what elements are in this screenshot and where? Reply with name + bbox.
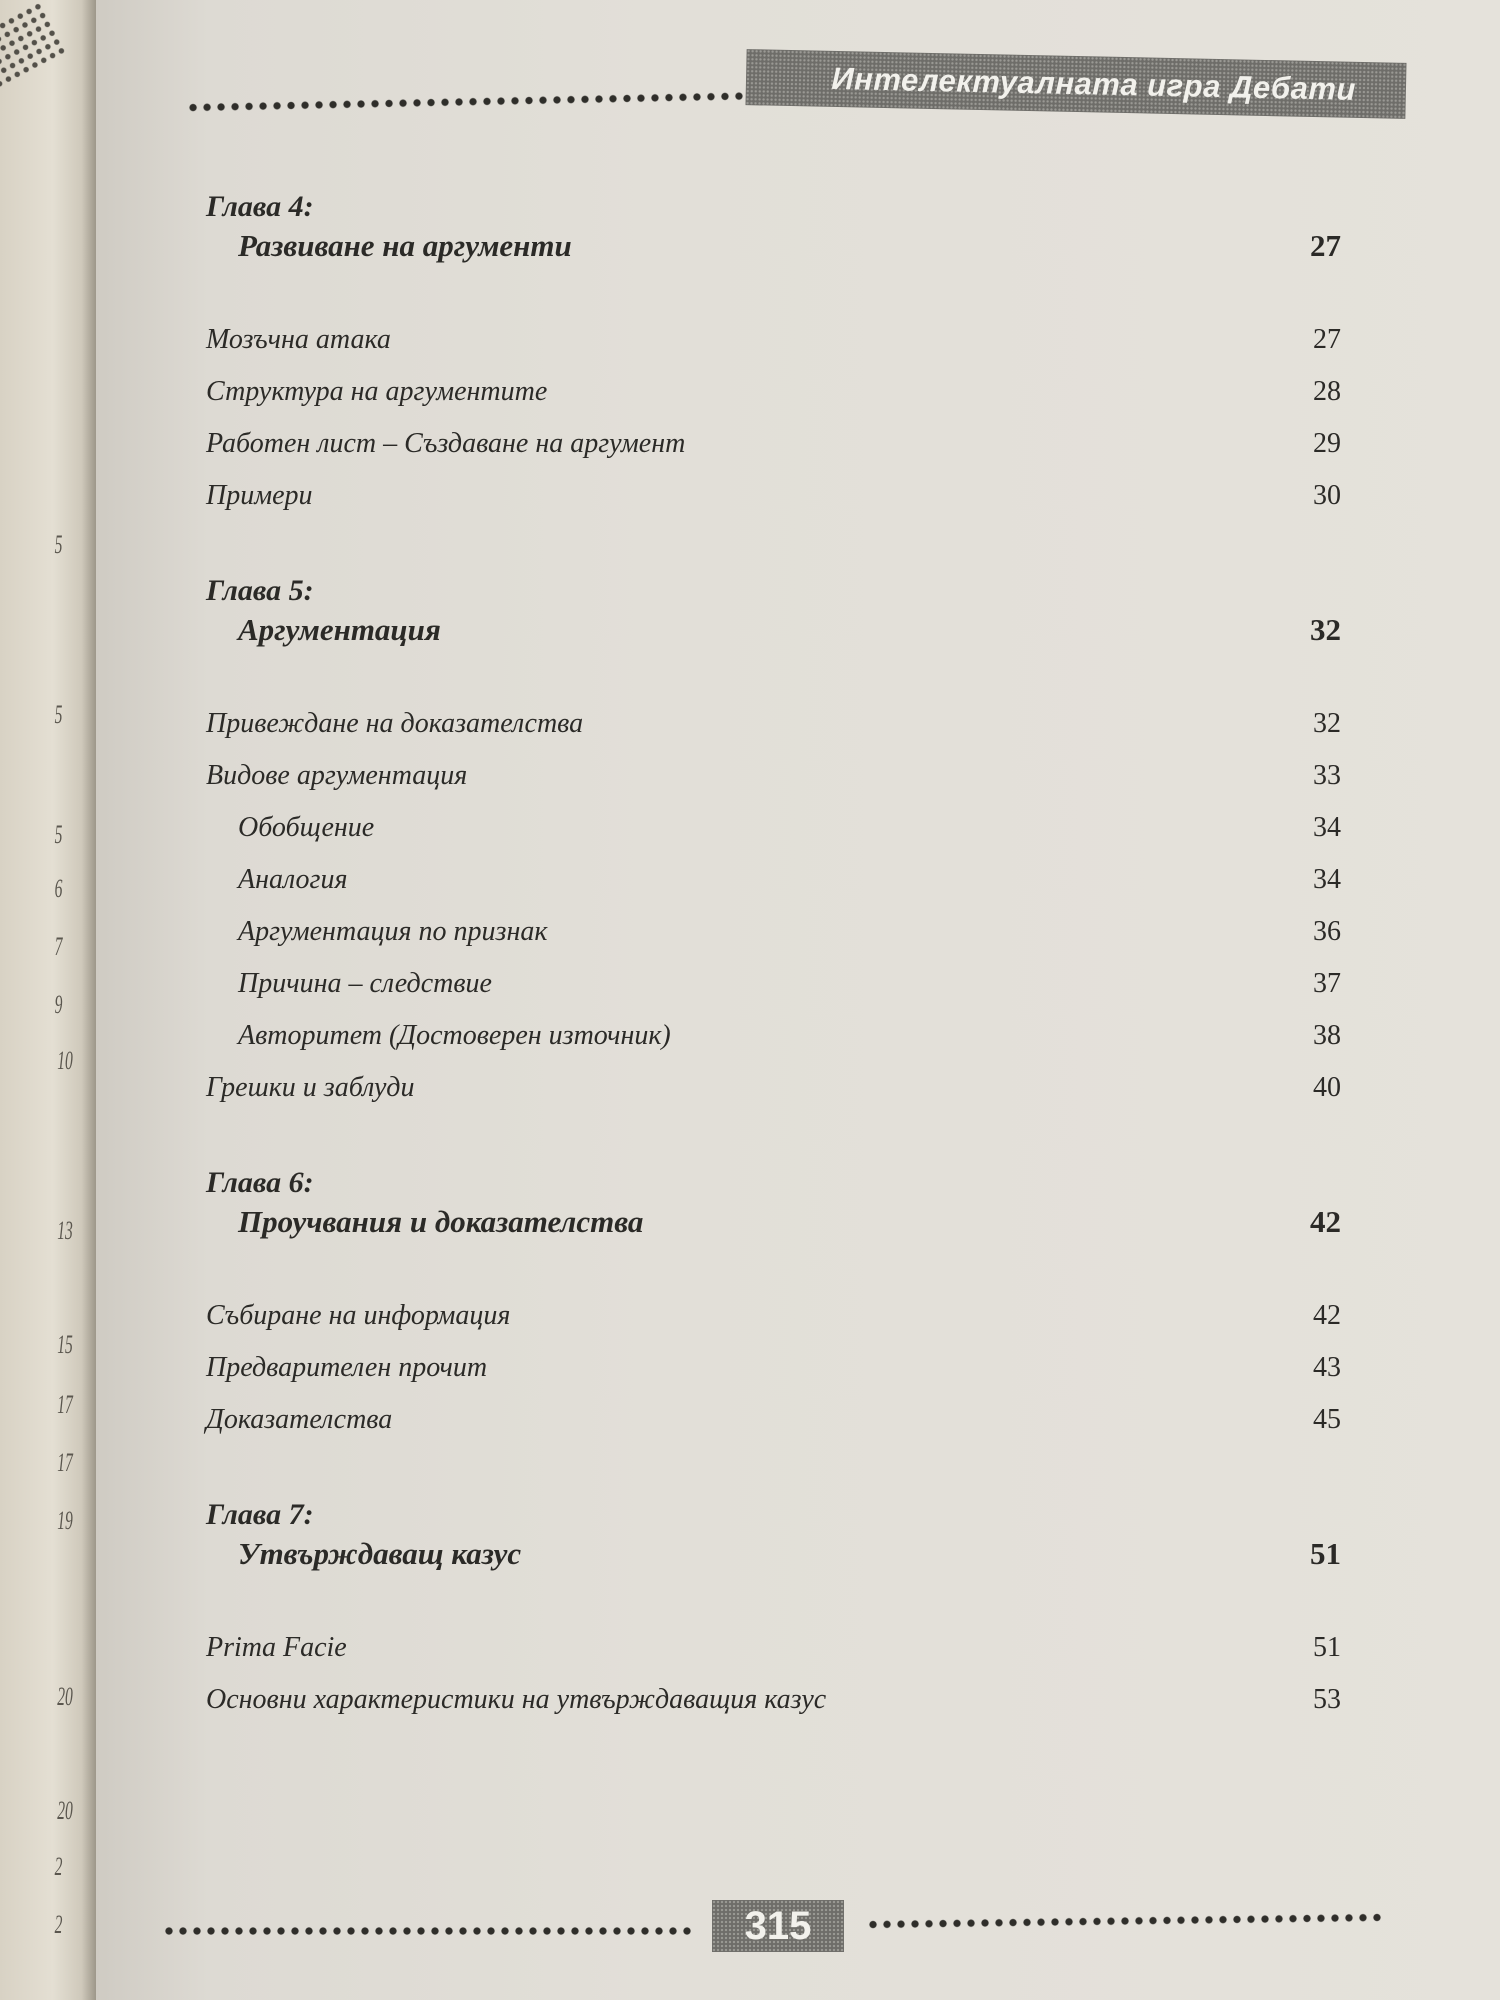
left-page-dots <box>0 0 68 109</box>
toc-entry <box>206 418 1341 470</box>
chapter-page-number: 32 <box>1310 612 1341 647</box>
toc-entry <box>206 1062 1341 1114</box>
header-banner <box>745 49 1406 119</box>
chapter-title-row <box>206 1204 1341 1240</box>
chapter-label: Глава 4: <box>206 190 314 223</box>
toc-entry <box>206 470 1341 522</box>
toc-entry-page: 51 <box>1313 1632 1341 1663</box>
footer-dotted-line-right <box>866 1910 1386 1931</box>
left-page-edge <box>0 0 96 2000</box>
toc-entry-page: 36 <box>1313 916 1341 947</box>
toc-subentry <box>206 854 1341 906</box>
chapter-page-number: 51 <box>1310 1536 1341 1571</box>
chapter-title: Утвърждаващ казус <box>238 1536 522 1571</box>
toc-entry-label: Обобщение <box>238 812 375 843</box>
left-margin-number: 5 <box>54 820 63 849</box>
toc-subentry <box>206 1010 1341 1062</box>
chapter-page-number: 42 <box>1310 1204 1341 1239</box>
toc-entry-label: Събиране на информация <box>206 1300 511 1331</box>
toc-entry-label: Видове аргументация <box>206 760 468 791</box>
chapter-page-number: 27 <box>1310 228 1341 263</box>
page-number: 315 <box>744 1903 812 1948</box>
toc-entry-label: Доказателства <box>206 1404 393 1435</box>
toc-entry-label: Аргументация по признак <box>238 916 548 947</box>
chapter-label: Глава 5: <box>206 574 314 607</box>
toc-entry-label: Структура на аргументите <box>206 376 548 407</box>
table-of-contents <box>206 190 1341 1778</box>
toc-entry <box>206 314 1341 366</box>
toc-entry-label: Основни характеристики на утвърждаващия казус <box>206 1684 827 1715</box>
toc-subentry <box>206 906 1341 958</box>
chapter-title: Аргументация <box>238 612 441 647</box>
chapter-5 <box>206 574 1341 1114</box>
toc-entry <box>206 1622 1341 1674</box>
toc-entry-label: Авторитет (Достоверен източник) <box>238 1020 671 1051</box>
toc-entry-page: 32 <box>1313 708 1341 739</box>
left-margin-number: 19 <box>57 1506 73 1535</box>
toc-entry-page: 53 <box>1313 1684 1341 1715</box>
toc-entry-page: 34 <box>1313 812 1341 843</box>
toc-entry-label: Аналогия <box>238 864 348 895</box>
toc-entry-page: 42 <box>1313 1300 1341 1331</box>
left-margin-number: 20 <box>57 1682 73 1711</box>
toc-entry-label: Примери <box>206 480 313 511</box>
footer-dotted-line-left <box>162 1924 694 1938</box>
book-page <box>96 0 1500 2000</box>
toc-subentry <box>206 802 1341 854</box>
left-margin-number: 17 <box>57 1390 73 1419</box>
toc-entry-page: 45 <box>1313 1404 1341 1435</box>
toc-entry-page: 34 <box>1313 864 1341 895</box>
chapter-title-row <box>206 1536 1341 1572</box>
left-margin-number: 5 <box>54 530 63 559</box>
toc-entry-page: 30 <box>1313 480 1341 511</box>
chapter-label: Глава 7: <box>206 1498 314 1531</box>
toc-entry <box>206 750 1341 802</box>
chapter-6 <box>206 1166 1341 1446</box>
book-title: Интелектуалната игра Дебати <box>831 60 1357 107</box>
left-margin-number: 20 <box>57 1796 73 1825</box>
chapter-title: Проучвания и доказателства <box>238 1204 644 1239</box>
chapter-title-row <box>206 228 1341 264</box>
toc-subentry <box>206 958 1341 1010</box>
toc-entry-page: 40 <box>1313 1072 1341 1103</box>
left-margin-number: 6 <box>54 874 63 903</box>
chapter-title: Развиване на аргументи <box>238 228 572 263</box>
toc-entry-page: 38 <box>1313 1020 1341 1051</box>
header-dotted-line <box>186 87 826 114</box>
left-margin-number: 17 <box>57 1448 73 1477</box>
toc-entry <box>206 1342 1341 1394</box>
toc-entry <box>206 366 1341 418</box>
left-margin-number: 2 <box>54 1852 63 1881</box>
toc-entry-label: Грешки и заблуди <box>206 1072 415 1103</box>
left-margin-number: 10 <box>57 1046 73 1075</box>
left-margin-number: 15 <box>57 1330 73 1359</box>
chapter-label: Глава 6: <box>206 1166 314 1199</box>
toc-entry-label: Prima Facie <box>206 1632 347 1663</box>
toc-entry <box>206 698 1341 750</box>
toc-entry-label: Мозъчна атака <box>206 324 391 355</box>
toc-entry-page: 43 <box>1313 1352 1341 1383</box>
toc-entry-label: Причина – следствие <box>238 968 492 999</box>
toc-entry-page: 27 <box>1313 324 1341 355</box>
left-margin-number: 13 <box>57 1216 73 1245</box>
toc-entry-page: 33 <box>1313 760 1341 791</box>
toc-entry-page: 29 <box>1313 428 1341 459</box>
toc-entry <box>206 1674 1341 1726</box>
left-margin-number: 2 <box>54 1910 63 1939</box>
page-number-badge <box>712 1900 844 1952</box>
toc-entry <box>206 1290 1341 1342</box>
toc-entry <box>206 1394 1341 1446</box>
toc-entry-label: Предварителен прочит <box>206 1352 488 1383</box>
left-margin-number: 7 <box>54 932 63 961</box>
chapter-4 <box>206 190 1341 522</box>
toc-entry-label: Работен лист – Създаване на аргумент <box>206 428 686 459</box>
left-margin-number: 5 <box>54 700 63 729</box>
chapter-7 <box>206 1498 1341 1726</box>
left-margin-number: 9 <box>54 990 63 1019</box>
toc-entry-page: 37 <box>1313 968 1341 999</box>
toc-entry-label: Привеждане на доказателства <box>206 708 584 739</box>
chapter-title-row <box>206 612 1341 648</box>
toc-entry-page: 28 <box>1313 376 1341 407</box>
